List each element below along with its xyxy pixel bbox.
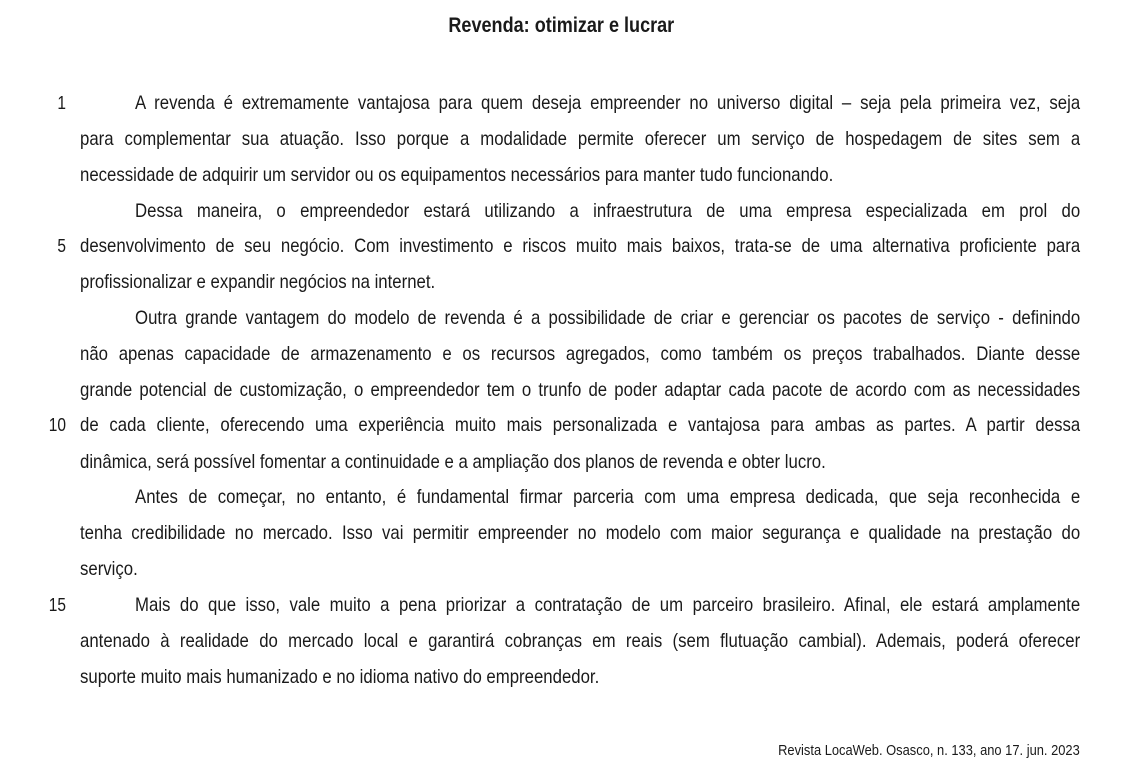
text-line: A revenda é extremamente vantajosa para quem deseja empreender no universo digital – seja pela primeira vez, seja [135, 92, 1081, 114]
text-line: grande potencial de customização, o empreendedor tem o trunfo de poder adaptar cada pacote de acordo com as necessidades [80, 379, 1081, 401]
line-number-text: 10 [48, 415, 66, 435]
source-text: Revista LocaWeb. Osasco, n. 133, ano 17. jun. 2023 [778, 742, 1080, 759]
text-line: antenado à realidade do mercado local e garantirá cobranças em reais (sem flutuação cambial). Ademais, poderá oferecer [80, 630, 1081, 652]
line-number-5 [36, 233, 66, 259]
text-line: suporte muito mais humanizado e no idioma nativo do empreendedor. [80, 666, 600, 688]
line-number-text: 1 [57, 93, 66, 113]
text-line: desenvolvimento de seu negócio. Com investimento e riscos muito mais baixos, trata-se de uma alternativa proficiente para [80, 235, 1081, 257]
text-line: Mais do que isso, vale muito a pena priorizar a contratação de um parceiro brasileiro. Afinal, ele estará amplamente [135, 594, 1081, 616]
text-line: profissionalizar e expandir negócios na internet. [80, 271, 436, 293]
text-line: Outra grande vantagem do modelo de revenda é a possibilidade de criar e gerenciar os pacotes de serviço - definindo [135, 307, 1081, 329]
source-citation [729, 742, 1080, 759]
text-line: de cada cliente, oferecendo uma experiência muito mais personalizada e vantajosa para ambas as partes. A partir dessa [80, 414, 1081, 436]
line-number-10 [36, 412, 66, 438]
text-line: dinâmica, será possível fomentar a continuidade e a ampliação dos planos de revenda e obter lucro. [80, 451, 826, 473]
line-number-1 [36, 90, 66, 116]
line-number-text: 15 [48, 595, 66, 615]
title-text: Revenda: otimizar e lucrar [448, 14, 674, 37]
document-title [0, 14, 1122, 38]
line-number-15 [36, 592, 66, 618]
text-line: tenha credibilidade no mercado. Isso vai permitir empreender no modelo com maior segurança e qualidade na prestação do [80, 522, 1081, 544]
text-line: Dessa maneira, o empreendedor estará utilizando a infraestrutura de uma empresa especializada em prol do [135, 200, 1081, 222]
text-line: não apenas capacidade de armazenamento e os recursos agregados, como também os preços trabalhados. Diante desse [80, 343, 1081, 365]
line-number-text: 5 [57, 236, 66, 256]
text-line: serviço. [80, 558, 138, 580]
text-line: Antes de começar, no entanto, é fundamental firmar parceria com uma empresa dedicada, que seja reconhecida e [135, 486, 1081, 508]
text-line: necessidade de adquirir um servidor ou os equipamentos necessários para manter tudo funcionando. [80, 164, 834, 186]
text-line: para complementar sua atuação. Isso porque a modalidade permite oferecer um serviço de hospedagem de sites sem a [80, 128, 1081, 150]
